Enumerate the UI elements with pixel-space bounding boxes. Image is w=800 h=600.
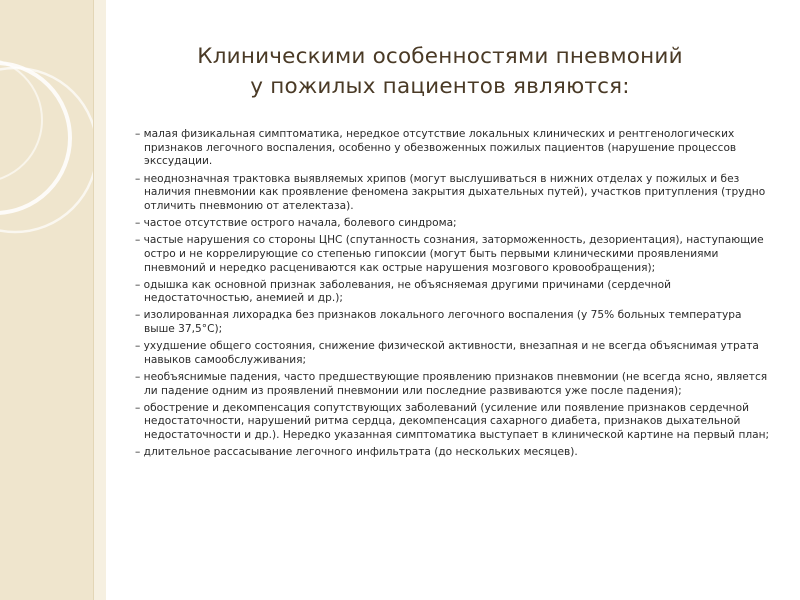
list-item: – ухудшение общего состояния, снижение физической активности, внезапная и не всегда объяснимая утрата навыков самообслуживания;	[135, 340, 759, 366]
slide-title	[120, 42, 760, 102]
list-item: – изолированная лихорадка без признаков локального легочного воспаления (у 75% больных температура выше 37,5°С);	[135, 309, 742, 336]
slide-title-line: у пожилых пациентов являются:	[250, 74, 630, 99]
slide-body	[135, 128, 775, 463]
list-item: – частое отсутствие острого начала, болевого синдрома;	[135, 217, 457, 229]
list-item: – обострение и декомпенсация сопутствующих заболеваний (усиление или появление признаков сердечной недостаточности, нарушений ритма сердца, декомпенсация сахарного диабета, признаков дыхательной недостаточности и др.). Нередко указанная симптоматика выступает в клинической картине на первый план;	[135, 401, 770, 442]
decorative-ring	[0, 63, 70, 213]
decorative-divider	[93, 0, 106, 600]
slide-title-line: Клиническими особенностями пневмоний	[197, 44, 683, 69]
list-item: – необъяснимые падения, часто предшествующие проявлению признаков пневмонии (не всегда ясно, является ли падение одним из проявлений пневмонии или последние развиваются уже после падения);	[135, 370, 768, 397]
list-item: – одышка как основной признак заболевания, не объясняемая другими причинами (сердечной недостаточностью, анемией и др.);	[135, 278, 671, 305]
decorative-rings	[0, 0, 93, 600]
decorative-ring	[0, 68, 93, 232]
list-item: – малая физикальная симптоматика, нередкое отсутствие локальных клинических и рентгенологических признаков легочного воспаления, особенно у обезвоженных пожилых пациентов (нарушение процессов экссудации.	[135, 128, 737, 168]
list-item: – частые нарушения со стороны ЦНС (спутанность сознания, заторможенность, дезориентация), наступающие остро и не коррелирующие со степенью гипоксии (могут быть первыми клиническими проявлениями пневмоний и нередко расцениваются как острые нарушения мозгового кровообращения);	[135, 234, 764, 274]
decorative-sidebar	[0, 0, 93, 600]
list-item: – неоднозначная трактовка выявляемых хрипов (могут выслушиваться в нижних отделах у пожилых и без наличия пневмонии как проявление феномена закрытия дыхательных путей), участков притупления (трудно отличить пневмонию от ателектаза).	[135, 172, 766, 212]
list-item: – длительное рассасывание легочного инфильтрата (до нескольких месяцев).	[135, 446, 578, 459]
